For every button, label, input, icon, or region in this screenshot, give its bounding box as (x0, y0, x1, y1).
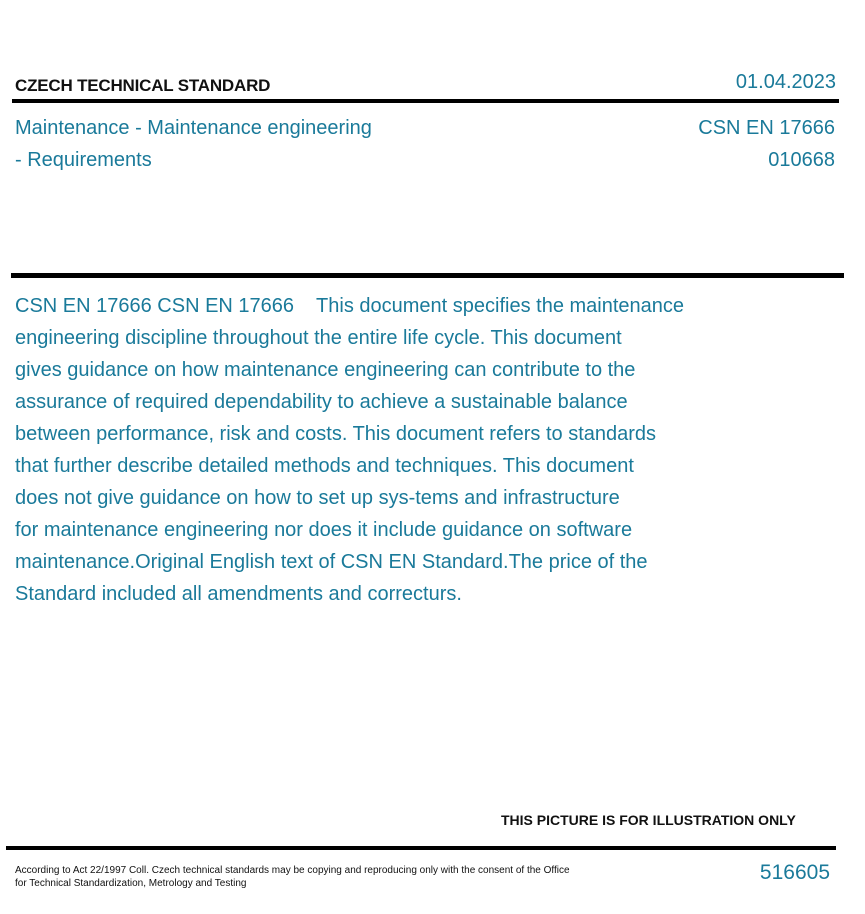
legal-notice-line-1: According to Act 22/1997 Coll. Czech technical standards may be copying and reproducing only with the consent of the Office (15, 865, 570, 876)
classification-code: 010668 (768, 149, 835, 171)
abstract-line: assurance of required dependability to achieve a sustainable balance (15, 391, 628, 413)
abstract-line: between performance, risk and costs. This document refers to standards (15, 423, 657, 445)
standard-code: CSN EN 17666 (698, 117, 835, 139)
abstract-line: does not give guidance on how to set up sys-tems and infrastructure (15, 487, 620, 509)
standard-title-line-1: Maintenance - Maintenance engineering (15, 117, 372, 139)
abstract-line: that further describe detailed methods and techniques. This document (15, 455, 634, 477)
abstract-line: Standard included all amendments and correcturs. (15, 583, 462, 605)
section-divider (11, 273, 844, 278)
document-number: 516605 (759, 861, 830, 884)
abstract-line (15, 290, 755, 322)
legal-notice-line-2: for Technical Standardization, Metrology and Testing (15, 878, 247, 889)
footer-divider (6, 846, 836, 850)
abstract-line: gives guidance on how maintenance engineering can contribute to the (15, 359, 636, 381)
abstract-standard-ids: CSN EN 17666 CSN EN 17666 (15, 295, 295, 317)
page-heading: CZECH TECHNICAL STANDARD (15, 76, 271, 95)
legal-notice (15, 864, 615, 890)
standard-title-line-2: - Requirements (15, 149, 152, 171)
abstract-line: maintenance.Original English text of CSN EN Standard.The price of the (15, 551, 648, 573)
top-divider (12, 99, 839, 103)
abstract-line-text: This document specifies the maintenance (316, 295, 685, 317)
abstract-text (15, 290, 755, 610)
issue-date: 01.04.2023 (735, 71, 836, 93)
abstract-line: engineering discipline throughout the entire life cycle. This document (15, 327, 622, 349)
illustration-disclaimer: THIS PICTURE IS FOR ILLUSTRATION ONLY (501, 812, 796, 828)
abstract-line: for maintenance engineering nor does it include guidance on software (15, 519, 633, 541)
